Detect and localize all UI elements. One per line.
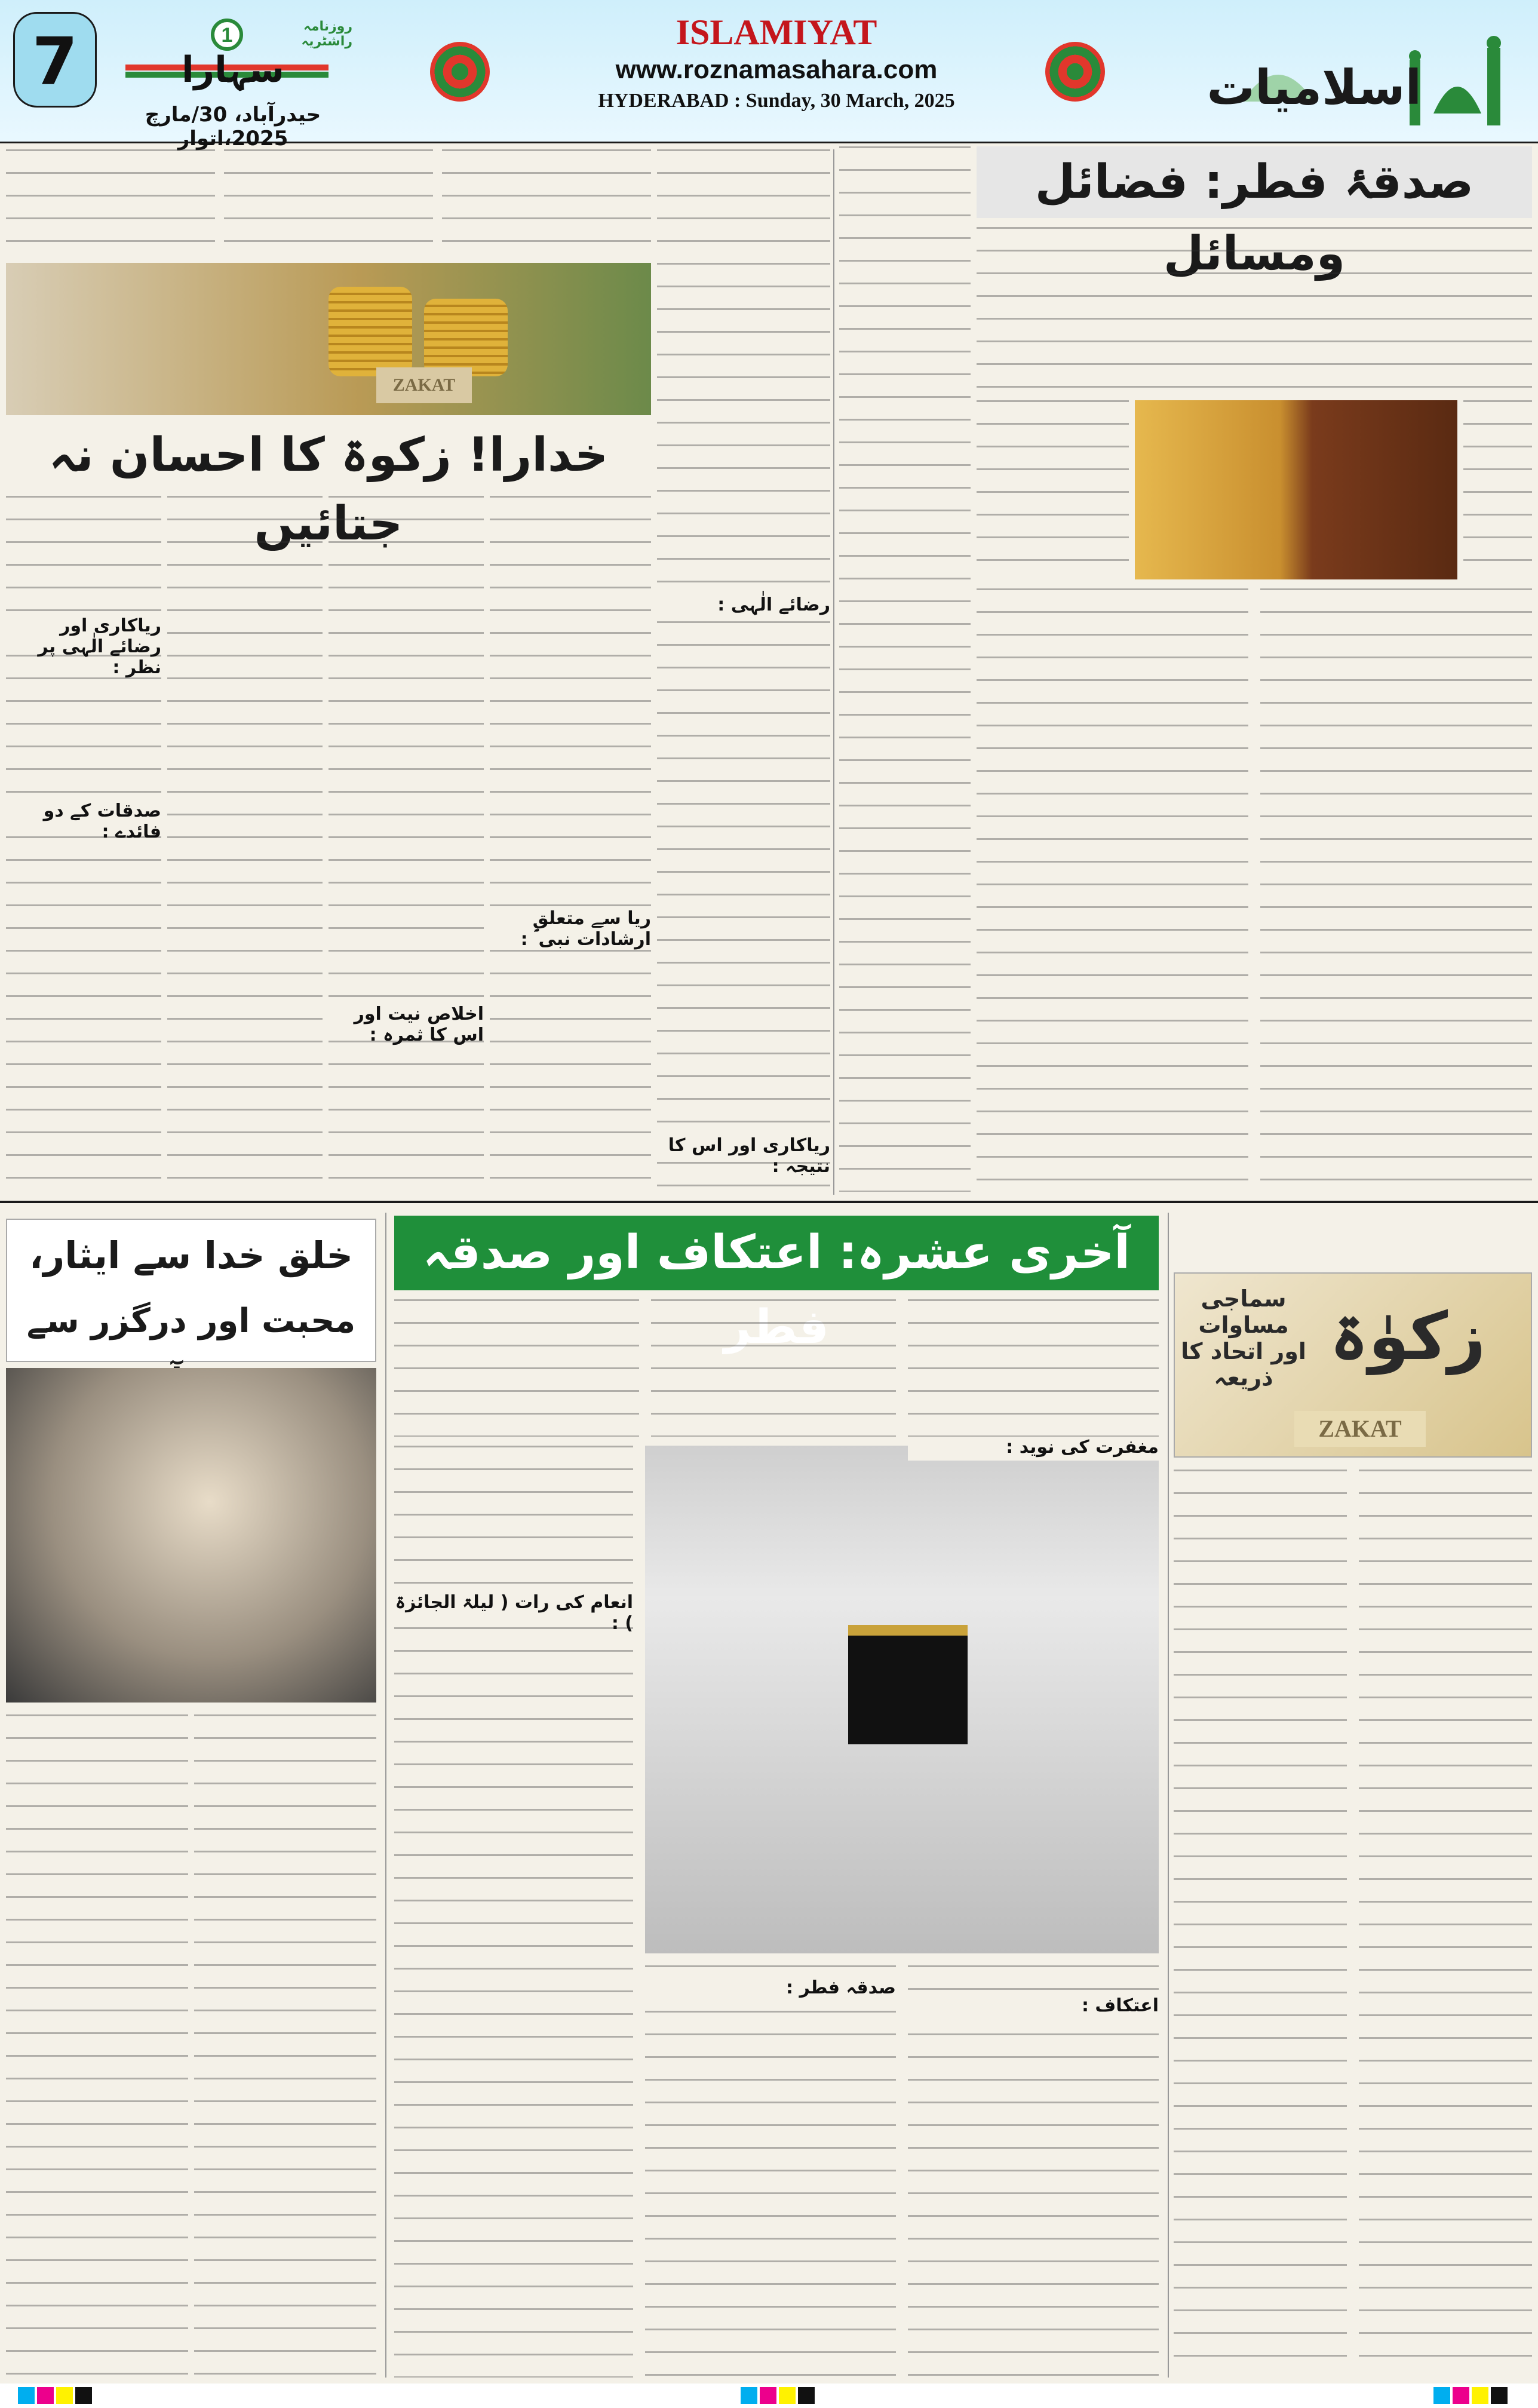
article-body-zakat-col1	[6, 496, 161, 1189]
yellow-mark	[56, 2387, 73, 2404]
article-body-sadaqa-col1	[839, 146, 971, 1192]
page-number: 7	[13, 12, 97, 108]
subhead: صدقات کے دو فائدے :	[6, 800, 161, 824]
subhead: ریا سے متعلق ارشادات نبی ؐ :	[490, 908, 651, 932]
article-body-zakat-samaji-col1	[1174, 1470, 1347, 2378]
article-body-zakat-samaji-col2	[1359, 1470, 1532, 2378]
kaaba-photo	[645, 1446, 1159, 1953]
cyan-mark	[18, 2387, 35, 2404]
newspaper-logo	[108, 17, 358, 91]
zakat-block-caption: ZAKAT	[376, 367, 472, 403]
article-body-zakat-top-col2	[224, 149, 433, 257]
cyan-mark	[1433, 2387, 1450, 2404]
rosette-emblem-right	[1045, 42, 1105, 102]
headline-sadaqa: صدقۂ فطر: فضائل ومسائل	[1034, 155, 1474, 281]
yellow-mark	[779, 2387, 796, 2404]
praying-man-photo	[6, 1368, 376, 1703]
article-body-khalq-col2	[194, 1714, 376, 2378]
column-divider	[1168, 1213, 1169, 2378]
article-body-khalq-col1	[6, 1714, 188, 2378]
column-divider	[385, 1213, 386, 2378]
subhead: رضائے الٰہی :	[657, 594, 830, 618]
article-body-zakat-col3	[329, 496, 484, 1189]
headline-zakat-ehsan: خدارا! زکوۃ کا احسان نہ جتائیں	[48, 428, 609, 551]
article-body-mid-col3	[657, 1162, 830, 1192]
paper-name: سہارا	[182, 49, 284, 91]
subhead: اخلاص نیت اور اس کا ثمرہ :	[329, 1004, 484, 1027]
subhead: اعتکاف :	[908, 1995, 1159, 2019]
article-body-zakat-top-col1	[6, 149, 215, 257]
section-divider	[0, 1201, 1538, 1203]
article-body-sadaqa-col3	[1260, 588, 1532, 1192]
zakat-jar-caption: ZAKAT	[1294, 1411, 1426, 1447]
black-mark	[75, 2387, 92, 2404]
column-divider	[833, 149, 834, 1195]
subhead: ریاکاری اور رضائے الٰہی پر نظر :	[6, 615, 161, 639]
rosette-emblem-left	[430, 42, 490, 102]
subhead: مغفرت کی نوید :	[908, 1437, 1159, 1461]
paper-tag: روزنامہ راشٹریہ	[301, 19, 352, 49]
article-body-zakat-col2	[167, 496, 323, 1189]
zakat-coins-photo	[6, 263, 651, 415]
headline-bar-akhri-ashra	[394, 1216, 1159, 1354]
headline-khalq-line2: محبت اور درگزر سے	[26, 1302, 356, 1340]
subhead: صدقہ فطر :	[645, 1977, 896, 2001]
article-body-akhri-col2	[645, 1965, 896, 2378]
headline-khalq-e-khuda-box	[6, 1219, 376, 1362]
section-title-urdu	[1207, 24, 1517, 131]
subhead: انعام کی رات ( لیلۃ الجائزۃ ) :	[395, 1592, 633, 1634]
article-body-zakat-col4	[490, 496, 651, 1189]
headline-zakat-big: زکوٰۃ	[1330, 1298, 1486, 1375]
headline-box-sadaqa	[977, 146, 1532, 281]
article-body-akhri-col3	[908, 1965, 1159, 2378]
zakat-samaji-header	[1174, 1272, 1532, 1458]
cyan-mark	[741, 2387, 757, 2404]
headline-zakat-small: سماجی مساوات اور اتحاد کا ذریعہ	[1181, 1286, 1306, 1391]
website-url[interactable]: www.roznamasahara.com	[615, 55, 938, 84]
article-body-zakat-top-col3	[442, 149, 651, 257]
coin-stack	[329, 287, 412, 376]
magenta-mark	[1453, 2387, 1469, 2404]
svg-text:1: 1	[221, 24, 233, 47]
dateline-urdu: حیدرآباد، 30/مارچ 2025،اتوار	[145, 103, 321, 151]
section-title-urdu-text: اسلامیات	[1207, 60, 1422, 115]
yellow-mark	[1472, 2387, 1488, 2404]
article-body-mid-col1	[657, 149, 830, 591]
article-body-sadaqa-left	[977, 400, 1129, 579]
article-body-mid-col2	[657, 621, 830, 1135]
article-body-sadaqa-top	[977, 227, 1532, 394]
dateline: HYDERABAD : Sunday, 30 March, 2025	[598, 90, 955, 112]
headline-akhri-ashra: آخری عشرہ: اعتکاف اور صدقہ فطر	[422, 1226, 1131, 1354]
dates-and-grains-photo	[1135, 400, 1457, 579]
article-body-akhri-top-col3	[908, 1299, 1159, 1437]
section-title-english: ISLAMIYAT	[676, 13, 877, 52]
print-registration-strip	[0, 2384, 1538, 2408]
article-body-akhri-col1	[394, 1446, 633, 2378]
masthead	[0, 0, 1538, 151]
coin-stack	[424, 299, 508, 376]
headline-khalq-line1: خلق خدا سے ایثار،	[29, 1234, 354, 1277]
black-mark	[1491, 2387, 1508, 2404]
article-body-sadaqa-col2	[977, 588, 1248, 1192]
article-body-sadaqa-side	[1463, 400, 1532, 579]
magenta-mark	[760, 2387, 776, 2404]
black-mark	[798, 2387, 815, 2404]
magenta-mark	[37, 2387, 54, 2404]
article-body-akhri-top-col1	[394, 1299, 639, 1437]
subhead-riyakari: ریاکاری اور اس کا نتیجہ :	[668, 1135, 830, 1177]
kaaba-shape	[848, 1625, 968, 1744]
article-body-akhri-top-col2	[651, 1299, 896, 1437]
